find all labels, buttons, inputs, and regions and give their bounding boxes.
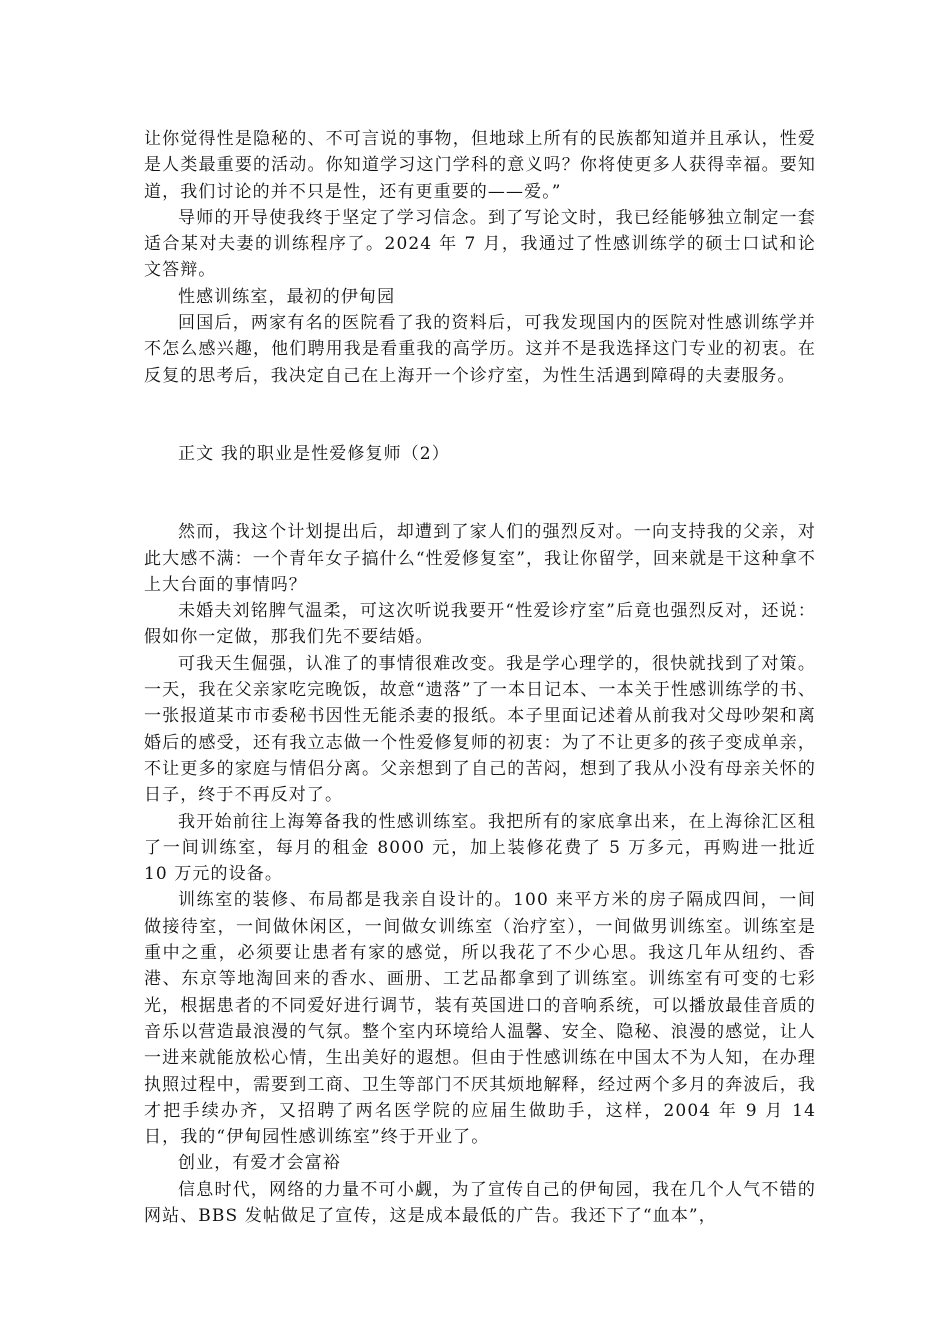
paragraph: 回国后，两家有名的医院看了我的资料后，可我发现国内的医院对性感训练学并不怎么感兴趣，他们聘用我是看重我的高学历。这并不是我选择这门专业的初衷。在反复的思考后，我决定自己在上海开一个诊疗室，为性生活遇到障碍的夫妻服务。	[144, 313, 816, 386]
subheading: 性感训练室，最初的伊甸园	[178, 286, 396, 307]
paragraph: 训练室的装修、布局都是我亲自设计的。100 来平方米的房子隔成四间，一间做接待室，一间做休闲区，一间做女训练室（治疗室），一间做男训练室。训练室是重中之重，必须要让患者有家的感觉，所以我花了不少心思。我这几年从纽约、香港、东京等地淘回来的香水、画册、工艺品都拿到了训练室。训练室有可变的七彩光，根据患者的不同爱好进行调节，装有英国进口的音响系统，可以播放最佳音质的音乐以营造最浪漫的气氛。整个室内环境给人温馨、安全、隐秘、浪漫的感觉，让人一进来就能放松心情，生出美好的遐想。但由于性感训练在中国太不为人知，在办理执照过程中，需要到工商、卫生等部门不厌其烦地解释，经过两个多月的奔波后，我才把手续办齐，又招聘了两名医学院的应届生做助手，这样，2004 年 9 月 14 日，我的“伊甸园性感训练室”终于开业了。	[144, 890, 816, 1148]
paragraph: 让你觉得性是隐秘的、不可言说的事物，但地球上所有的民族都知道并且承认，性爱是人类最重要的活动。你知道学习这门学科的意义吗？你将使更多人获得幸福。要知道，我们讨论的并不只是性，还有更重要的——爱。”	[144, 129, 816, 202]
section-title: 正文 我的职业是性爱修复师（2）	[178, 443, 450, 464]
paragraph: 未婚夫刘铭脾气温柔，可这次听说我要开“性爱诊疗室”后竟也强烈反对，还说：假如你一定做，那我们先不要结婚。	[144, 601, 816, 648]
spacer	[144, 389, 816, 441]
paragraph: 然而，我这个计划提出后，却遭到了家人们的强烈反对。一向支持我的父亲，对此大感不满：一个青年女子搞什么“性爱修复室”，我让你留学，回来就是干这种拿不上大台面的事情吗？	[144, 522, 816, 595]
spacer	[144, 467, 816, 519]
paragraph: 信息时代，网络的力量不可小觑，为了宣传自己的伊甸园，我在几个人气不错的网站、BBS 发帖做足了宣传，这是成本最低的广告。我还下了“血本”，	[144, 1179, 816, 1226]
subheading: 创业，有爱才会富裕	[178, 1153, 341, 1174]
paragraph: 我开始前往上海筹备我的性感训练室。我把所有的家底拿出来，在上海徐汇区租了一间训练室，每月的租金 8000 元，加上装修花费了 5 万多元，再购进一批近 10 万元的设备。	[144, 811, 816, 885]
document-page	[144, 126, 816, 1229]
paragraph: 导师的开导使我终于坚定了学习信念。到了写论文时，我已经能够独立制定一套适合某对夫妻的训练程序了。2024 年 7 月，我通过了性感训练学的硕士口试和论文答辩。	[144, 207, 816, 281]
paragraph: 可我天生倔强，认准了的事情很难改变。我是学心理学的，很快就找到了对策。一天，我在父亲家吃完晚饭，故意“遗落”了一本日记本、一本关于性感训练学的书、一张报道某市市委秘书因性无能杀妻的报纸。本子里面记述着从前我对父母吵架和离婚后的感受，还有我立志做一个性爱修复师的初衷：为了不让更多的孩子变成单亲，不让更多的家庭与情侣分离。父亲想到了自己的苦闷，想到了我从小没有母亲关怀的日子，终于不再反对了。	[144, 653, 816, 806]
